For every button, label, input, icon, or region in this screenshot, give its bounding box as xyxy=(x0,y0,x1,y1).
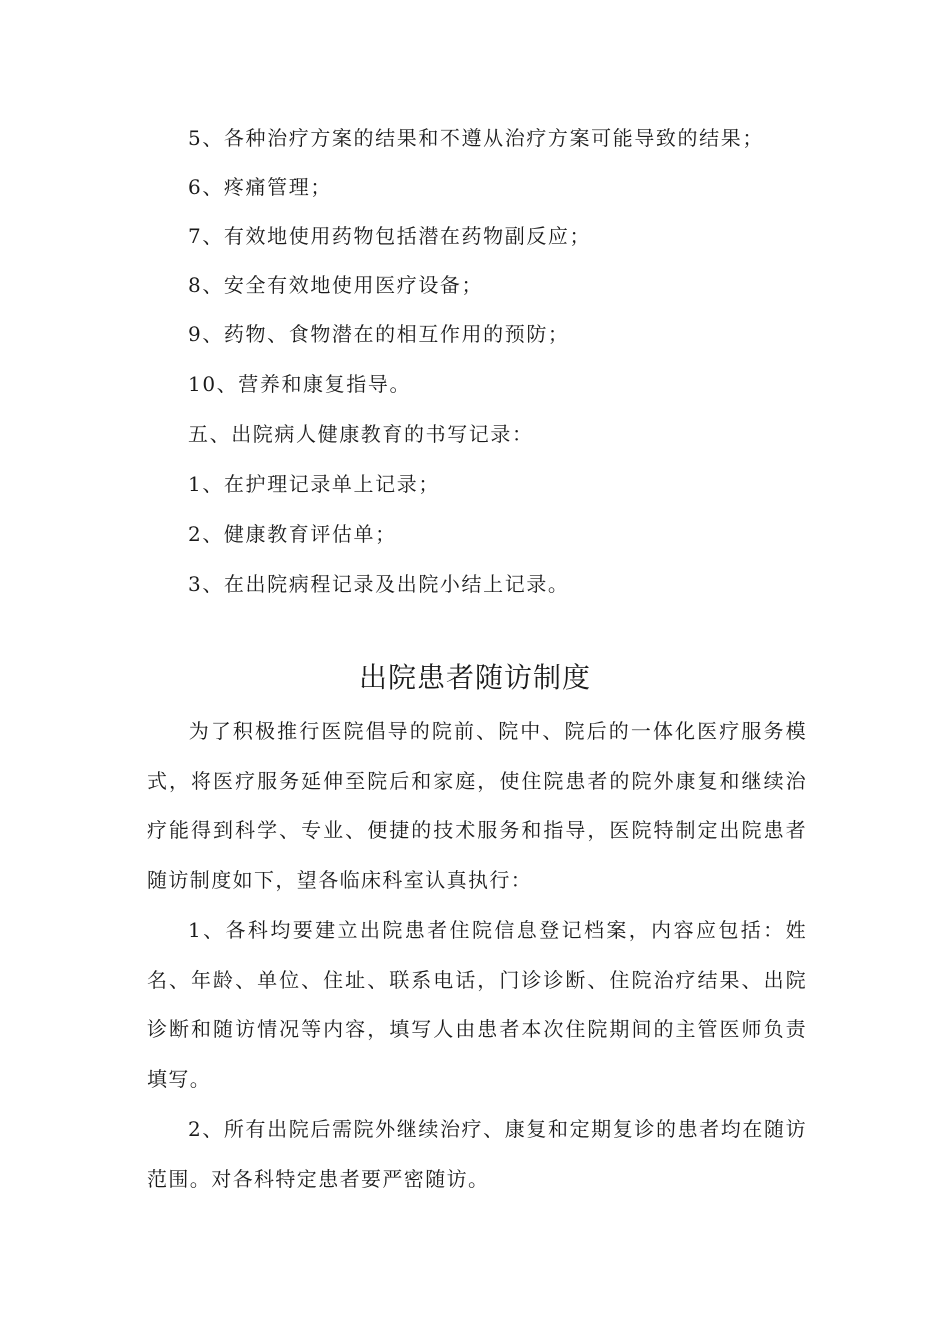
section-heading: 五、出院病人健康教育的书写记录： xyxy=(188,422,534,446)
list-item: 9、药物、食物潜在的相互作用的预防； xyxy=(188,322,570,346)
section-title: 出院患者随访制度 xyxy=(358,661,591,694)
paragraph-item-2 xyxy=(147,1105,807,1204)
paragraph-item-1 xyxy=(147,906,807,1104)
paragraph-text: 2、所有出院后需院外继续治疗、康复和定期复诊的患者均在随访范围。对各科特定患者要严密随访。 xyxy=(147,1117,807,1191)
list-item: 10、营养和康复指导。 xyxy=(188,372,412,396)
list-item: 8、安全有效地使用医疗设备； xyxy=(188,273,484,297)
list-item: 3、在出院病程记录及出院小结上记录。 xyxy=(188,572,570,596)
paragraph-intro xyxy=(147,707,807,905)
list-item: 2、健康教育评估单； xyxy=(188,522,397,546)
list-item: 5、各种治疗方案的结果和不遵从治疗方案可能导致的结果； xyxy=(188,126,764,150)
paragraph-text: 为了积极推行医院倡导的院前、院中、院后的一体化医疗服务模式，将医疗服务延伸至院后和家庭，使住院患者的院外康复和继续治疗能得到科学、专业、便捷的技术服务和指导，医院特制定出院患者随访制度如下，望各临床科室认真执行： xyxy=(147,719,807,892)
paragraph-text: 1、各科均要建立出院患者住院信息登记档案，内容应包括：姓名、年龄、单位、住址、联系电话，门诊诊断、住院治疗结果、出院诊断和随访情况等内容，填写人由患者本次住院期间的主管医师负责填写。 xyxy=(147,918,807,1091)
list-item: 7、有效地使用药物包括潜在药物副反应； xyxy=(188,224,592,248)
list-item: 1、在护理记录单上记录； xyxy=(188,472,440,496)
list-item: 6、疼痛管理； xyxy=(188,175,332,199)
